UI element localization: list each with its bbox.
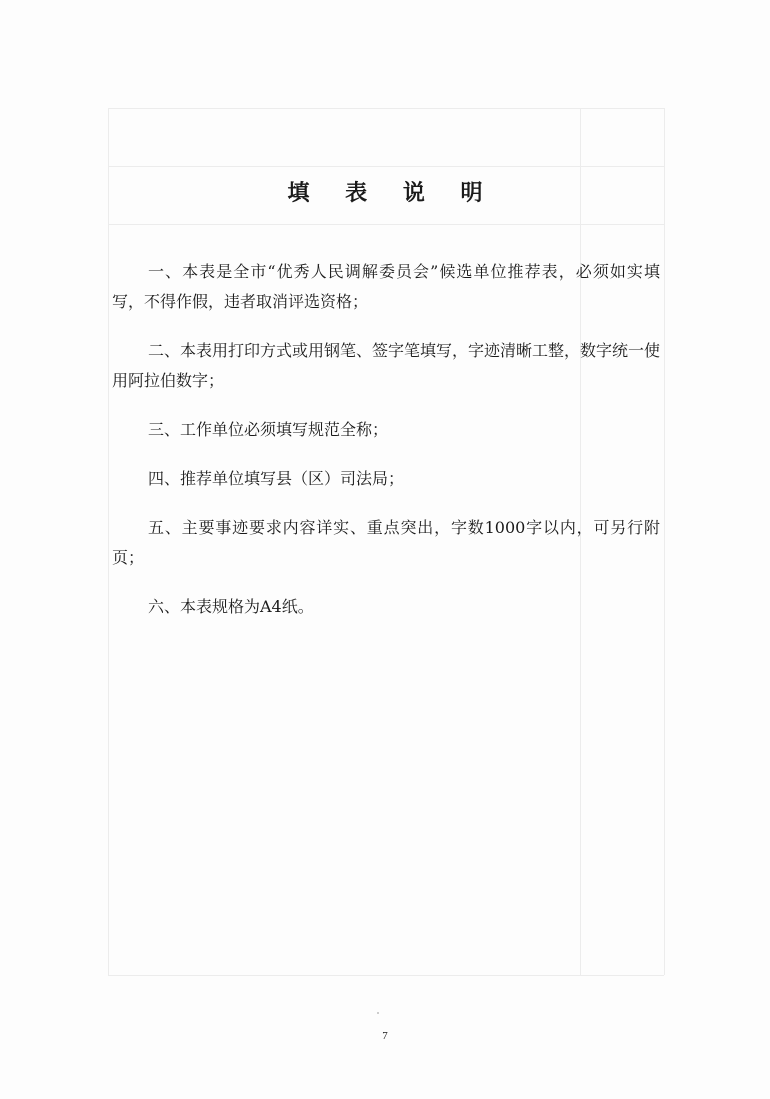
bleed-line — [108, 975, 664, 976]
page-number: 7 — [382, 1030, 388, 1042]
instructions-body — [112, 257, 660, 641]
instruction-paragraph-1: 一、本表是全市“优秀人民调解委员会”候选单位推荐表，必须如实填写，不得作假，违者取消评选资格； — [112, 262, 660, 311]
page-title: 填 表 说 明 — [287, 180, 497, 206]
instruction-paragraph-2: 二、本表用打印方式或用钢笔、签字笔填写，字迹清晰工整，数字统一使用阿拉伯数字； — [112, 341, 661, 390]
instruction-paragraph-6: 六、本表规格为A4纸。 — [148, 597, 314, 616]
bleed-line — [108, 108, 109, 975]
bleed-line — [664, 108, 665, 975]
scan-speck — [377, 1012, 379, 1014]
instruction-paragraph-5: 五、主要事迹要求内容详实、重点突出，字数1000字以内，可另行附页； — [112, 518, 660, 567]
instruction-paragraph-4: 四、推荐单位填写县（区）司法局； — [148, 469, 405, 488]
instruction-paragraph-3: 三、工作单位必须填写规范全称； — [148, 420, 389, 439]
